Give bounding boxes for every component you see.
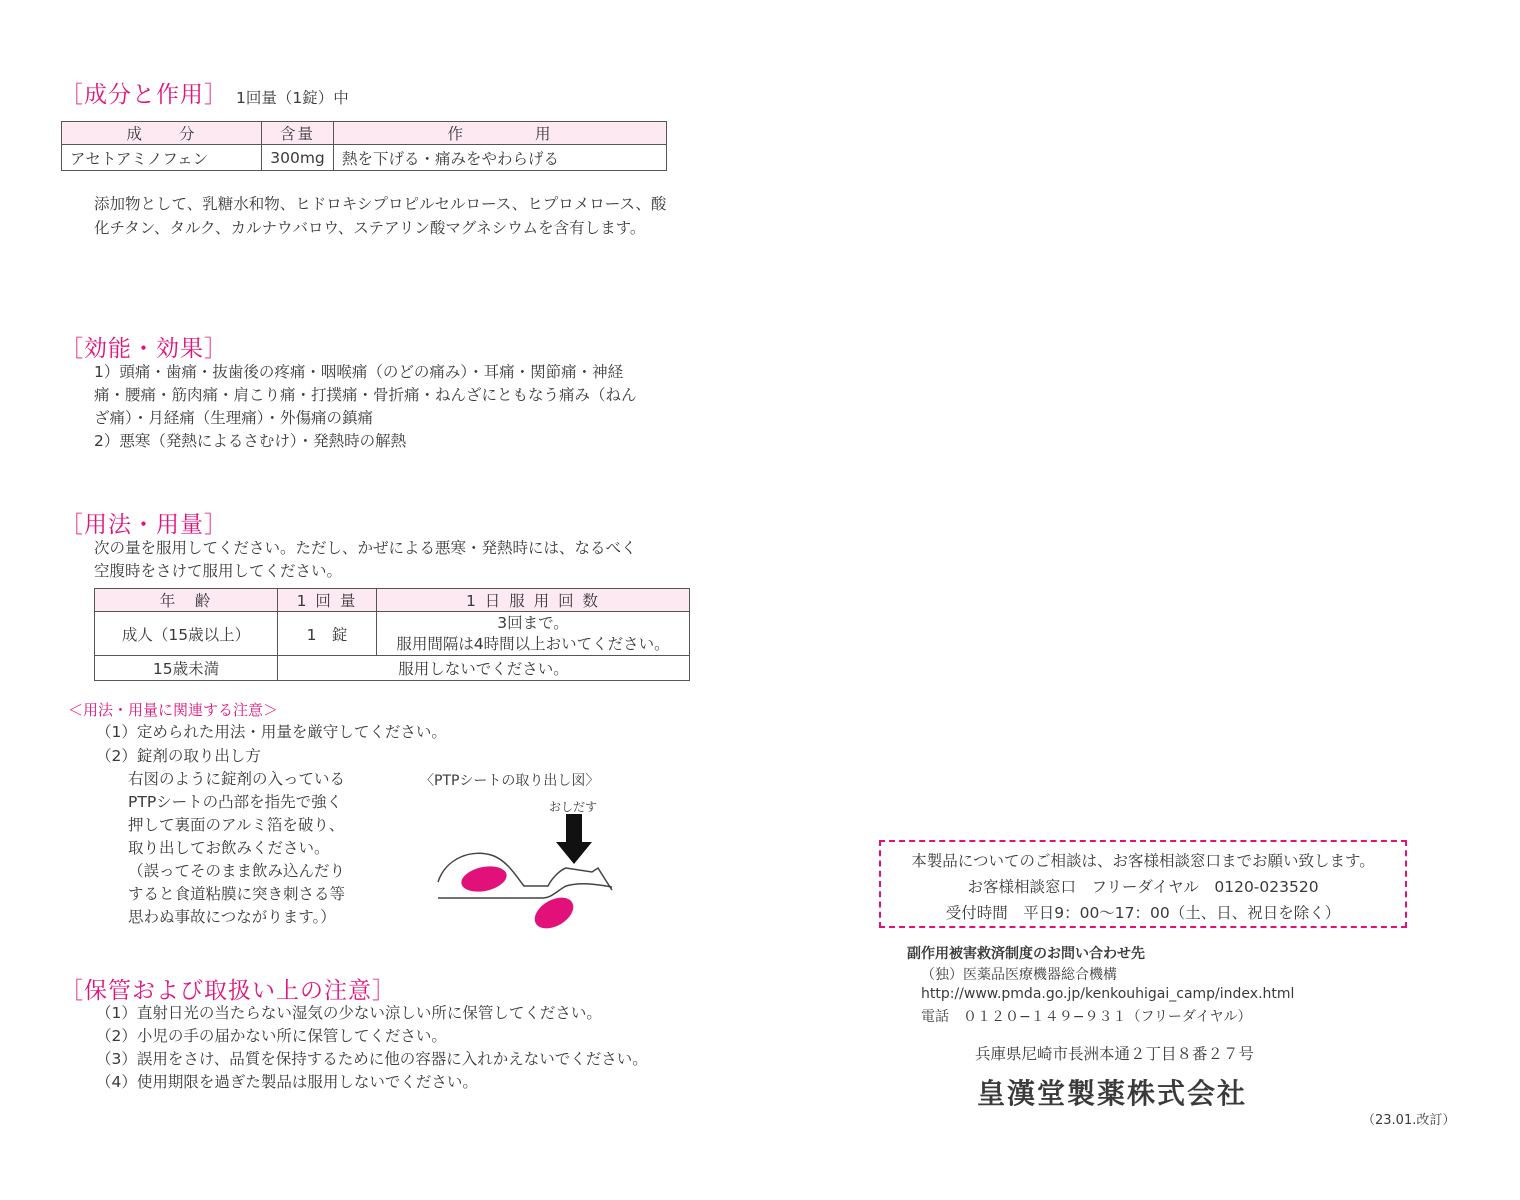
ingredients-table — [61, 121, 667, 171]
child-age-cell: 15歳未満 — [95, 656, 278, 681]
removal-line: 右図のように錠剤の入っている — [128, 770, 346, 788]
ptp-figure-title: 〈PTPシートの取り出し図〉 — [420, 773, 600, 789]
ptp-sheet-diagram — [420, 812, 630, 942]
removal-instructions — [128, 768, 345, 929]
dosage-intro — [94, 537, 637, 583]
dosage-table — [94, 588, 690, 681]
dosage-caution-heading: ＜用法・用量に関連する注意＞ — [68, 701, 279, 719]
tablet-in-sheet — [459, 862, 509, 895]
relief-title: 副作用被害救済制度のお問い合わせ先 — [907, 946, 1145, 962]
relief-phone: 電話 ０１２０−１４９−９３１（フリーダイヤル） — [921, 1009, 1252, 1025]
removal-line: （誤ってそのまま飲み込んだり — [128, 862, 346, 880]
push-label: おしだす — [549, 800, 598, 814]
dose-note: 1回量（1錠）中 — [236, 89, 349, 107]
storage-line: （3）誤用をさけ、品質を保持するために他の容器に入れかえないでください。 — [96, 1050, 648, 1068]
additives-text: 添加物として、乳糖水和物、ヒドロキシプロピルセルロース、ヒプロメロース、酸化チタン、タルク、カルナウバロウ、ステアリン酸マグネシウムを含有します。 — [94, 195, 667, 237]
child-note-cell: 服用しないでください。 — [278, 656, 690, 681]
efficacy-list — [94, 361, 637, 453]
ingredients-col-action: 作 用 — [334, 122, 667, 145]
dosage-intro-line: 次の量を服用してください。ただし、かぜによる悪寒・発熱時には、なるべく — [94, 539, 637, 557]
efficacy-line: ざ痛）・月経痛（生理痛）・外傷痛の鎮痛 — [94, 409, 374, 427]
removal-line: 取り出してお飲みください。 — [128, 839, 330, 857]
dosage-caution-2: （2）錠剤の取り出し方 — [96, 747, 261, 765]
revision-date: （23.01.改訂） — [1362, 1113, 1456, 1128]
storage-list — [96, 1002, 648, 1094]
efficacy-line: 2）悪寒（発熱によるさむけ）・発熱時の解熱 — [94, 432, 407, 450]
removal-line: 押して裏面のアルミ箔を破り、 — [128, 816, 345, 834]
company-address: 兵庫県尼崎市長洲本通２丁目８番２７号 — [975, 1045, 1255, 1063]
efficacy-line: 1）頭痛・歯痛・抜歯後の疼痛・咽喉痛（のどの痛み）・耳痛・関節痛・神経 — [94, 363, 624, 381]
ingredients-col-amount: 含量 — [262, 122, 334, 145]
storage-line: （4）使用期限を過ぎた製品は服用しないでください。 — [96, 1073, 478, 1091]
storage-line: （2）小児の手の届かない所に保管してください。 — [96, 1027, 447, 1045]
company-name: 皇漢堂製薬株式会社 — [977, 1077, 1248, 1110]
dosage-heading: ［用法・用量］ — [60, 512, 228, 538]
storage-line: （1）直射日光の当たらない湿気の少ない涼しい所に保管してください。 — [96, 1004, 602, 1022]
adult-dose-cell: 1 錠 — [278, 612, 377, 656]
contact-line-1: 本製品についてのご相談は、お客様相談窓口までお願い致します。 — [911, 852, 1375, 870]
dosage-col-times: 1 日 服 用 回 数 — [377, 589, 690, 612]
relief-org: （独）医薬品医療機器総合機構 — [921, 967, 1117, 983]
contact-line-2: お客様相談窓口 フリーダイヤル 0120-023520 — [967, 878, 1319, 896]
ingredient-action: 熱を下げる・痛みをやわらげる — [334, 145, 667, 171]
adult-age-cell: 成人（15歳以上） — [95, 612, 278, 656]
storage-heading: ［保管および取扱い上の注意］ — [60, 978, 396, 1004]
table-row — [95, 612, 690, 656]
dosage-intro-line: 空腹時をさけて服用してください。 — [94, 562, 343, 580]
table-row — [95, 656, 690, 681]
relief-url: http://www.pmda.go.jp/kenkouhigai_camp/index.html — [921, 986, 1295, 1002]
adult-times-cell — [377, 612, 690, 656]
removal-line: 思わぬ事故につながります。） — [128, 908, 336, 926]
push-arrow-icon — [556, 814, 592, 864]
removal-line: PTPシートの凸部を指先で強く — [128, 793, 343, 811]
dosage-col-dose: 1 回 量 — [278, 589, 377, 612]
contact-box — [879, 840, 1407, 928]
table-row — [62, 145, 667, 171]
ingredients-heading: ［成分と作用］ — [60, 82, 228, 108]
removal-line: すると食道粘膜に突き刺さる等 — [128, 885, 346, 903]
ingredient-name: アセトアミノフェン — [62, 145, 262, 171]
adult-times-line-1: 3回まで。 — [497, 613, 569, 632]
dosage-col-age: 年 齢 — [95, 589, 278, 612]
ingredients-col-component: 成 分 — [62, 122, 262, 145]
contact-line-3: 受付時間 平日9：00〜17：00（土、日、祝日を除く） — [945, 904, 1341, 922]
dosage-caution-1: （1）定められた用法・用量を厳守してください。 — [96, 723, 447, 741]
adult-times-line-2: 服用間隔は4時間以上おいてください。 — [396, 634, 670, 653]
ingredient-amount: 300mg — [262, 145, 334, 171]
efficacy-heading: ［効能・効果］ — [60, 336, 228, 362]
efficacy-line: 痛・腰痛・筋肉痛・肩こり痛・打撲痛・骨折痛・ねんざにともなう痛み（ねん — [94, 386, 637, 404]
